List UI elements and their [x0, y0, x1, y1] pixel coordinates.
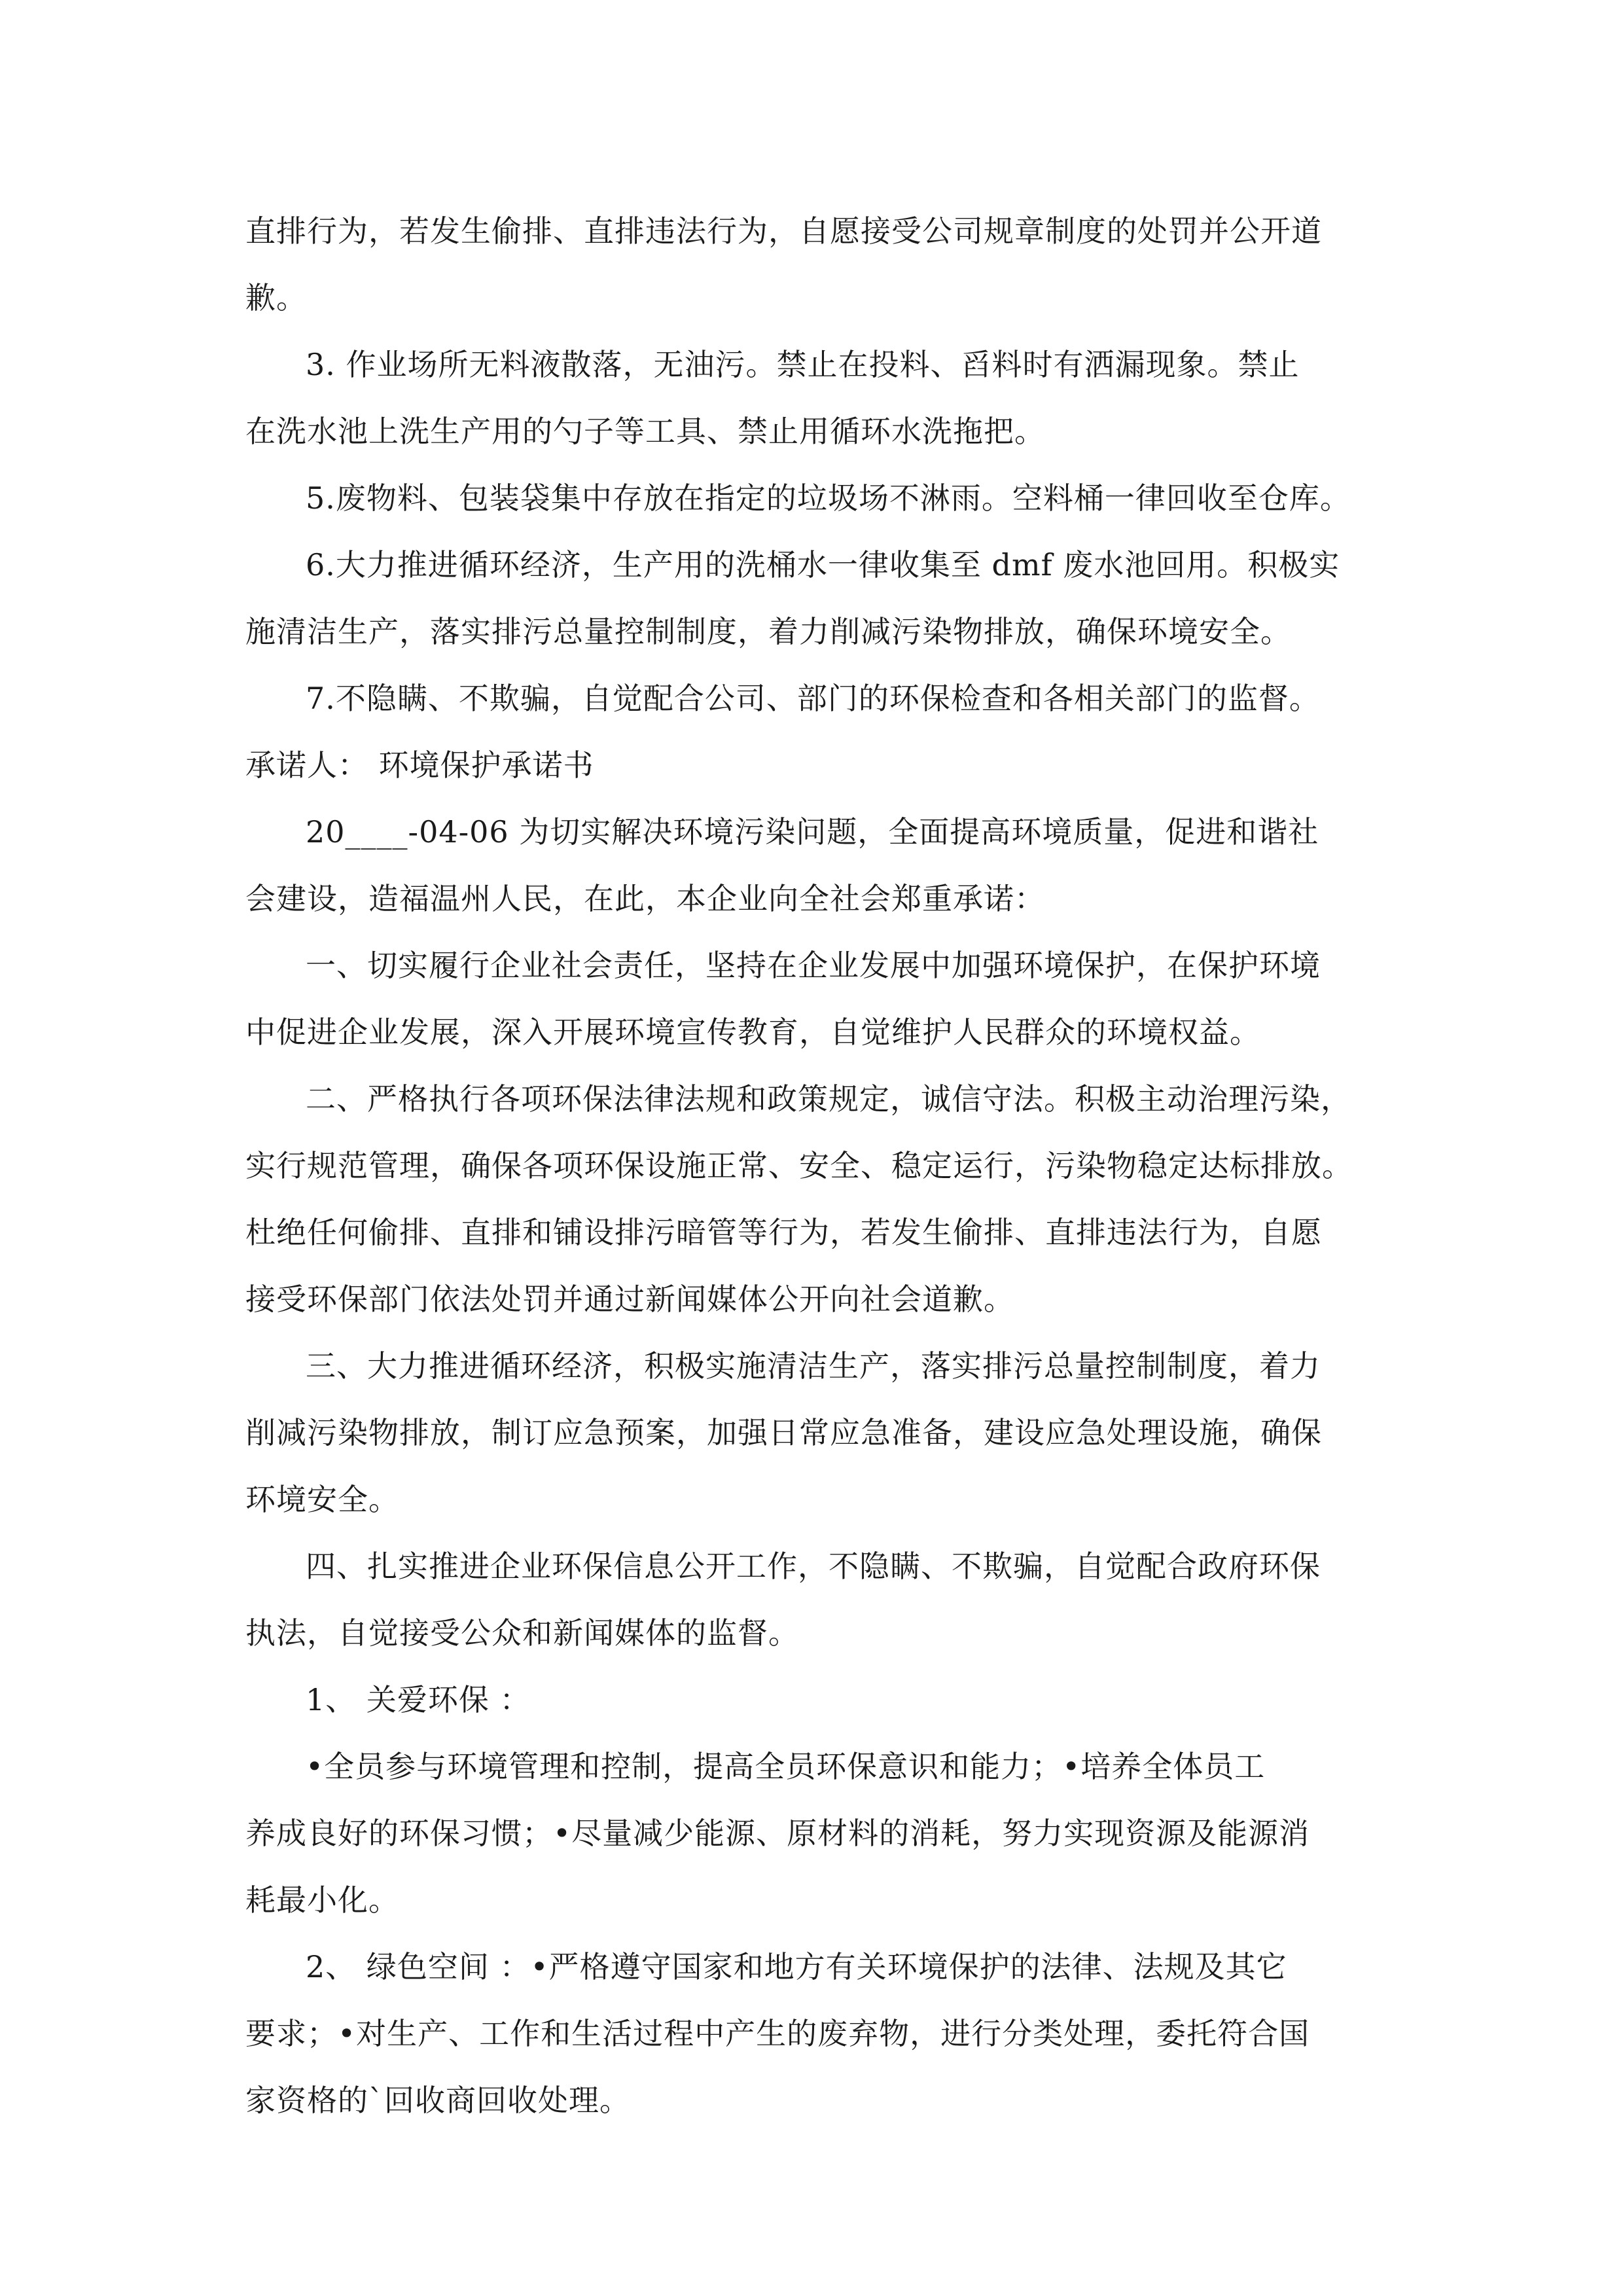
text-line: 接受环保部门依法处罚并通过新闻媒体公开向社会道歉。 — [245, 1282, 1014, 1317]
text-line: 一、切实履行企业社会责任，坚持在企业发展中加强环境保护，在保护环境 — [306, 948, 1321, 983]
text-line: 7.不隐瞒、不欺骗，自觉配合公司、部门的环保检查和各相关部门的监督。 — [306, 681, 1320, 716]
text-line: 20____-04-06 为切实解决环境污染问题，全面提高环境质量，促进和谐社 — [306, 814, 1319, 850]
text-line: 耗最小化。 — [245, 1882, 399, 1918]
text-line: 会建设，造福温州人民，在此，本企业向全社会郑重承诺： — [245, 881, 1045, 916]
text-line: 执法，自觉接受公众和新闻媒体的监督。 — [245, 1615, 799, 1651]
text-line: 5.废物料、包装袋集中存放在指定的垃圾场不淋雨。空料桶一律回收至仓库。 — [306, 480, 1351, 516]
text-line: 实行规范管理，确保各项环保设施正常、安全、稳定运行，污染物稳定达标排放。 — [245, 1148, 1353, 1183]
text-line: 2、 绿色空间 ：•严格遵守国家和地方有关环境保护的法律、法规及其它 — [306, 1949, 1287, 1984]
text-line: 6.大力推进循环经济，生产用的洗桶水一律收集至 dmf 废水池回用。积极实 — [306, 547, 1340, 583]
text-line: 1、 关爱环保 ： — [306, 1682, 531, 1717]
text-line: 3. 作业场所无料液散落，无油污。禁止在投料、舀料时有洒漏现象。禁止 — [306, 347, 1300, 382]
document-body — [245, 198, 1384, 2134]
text-line: 削减污染物排放，制订应急预案，加强日常应急准备，建设应急处理设施，确保 — [245, 1415, 1322, 1450]
text-line: 要求；•对生产、工作和生活过程中产生的废弃物，进行分类处理，委托符合国 — [245, 2016, 1310, 2051]
text-line: 施清洁生产，落实排污总量控制制度，着力削减污染物排放，确保环境安全。 — [245, 614, 1291, 649]
text-line: 养成良好的环保习惯；•尽量减少能源、原材料的消耗，努力实现资源及能源消 — [245, 1816, 1310, 1851]
text-line: 家资格的`回收商回收处理。 — [245, 2083, 630, 2118]
text-line: 三、大力推进循环经济，积极实施清洁生产，落实排污总量控制制度，着力 — [306, 1348, 1321, 1384]
text-line: 承诺人： 环境保护承诺书 — [245, 747, 594, 783]
text-line: 在洗水池上洗生产用的勺子等工具、禁止用循环水洗拖把。 — [245, 414, 1045, 449]
text-line: 歉。 — [245, 280, 307, 315]
text-line: 二、严格执行各项环保法律法规和政策规定，诚信守法。积极主动治理污染， — [306, 1081, 1351, 1117]
text-line: 中促进企业发展，深入开展环境宣传教育，自觉维护人民群众的环境权益。 — [245, 1014, 1260, 1050]
text-line: 环境安全。 — [245, 1482, 399, 1517]
text-line: •全员参与环境管理和控制，提高全员环保意识和能力；•培养全体员工 — [306, 1749, 1266, 1784]
text-line: 四、扎实推进企业环保信息公开工作，不隐瞒、不欺骗，自觉配合政府环保 — [306, 1549, 1321, 1584]
text-line: 杜绝任何偷排、直排和铺设排污暗管等行为，若发生偷排、直排违法行为，自愿 — [245, 1215, 1322, 1250]
text-line: 直排行为，若发生偷排、直排违法行为，自愿接受公司规章制度的处罚并公开道 — [245, 213, 1322, 249]
